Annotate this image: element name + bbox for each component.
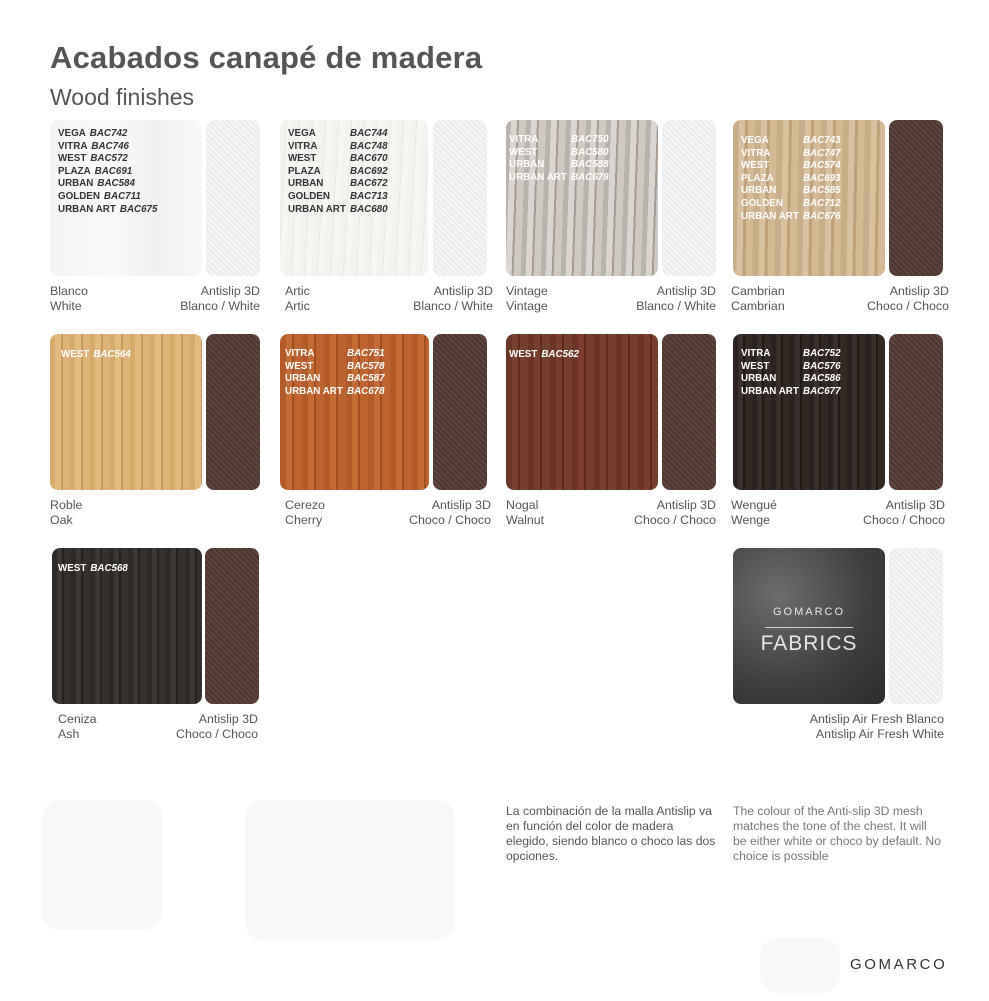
collection-name: WEST — [741, 360, 770, 372]
mesh-label: Antislip 3D Choco / Choco — [409, 498, 491, 527]
code-row — [58, 563, 196, 576]
product-code: BAC564 — [93, 349, 131, 360]
product-code: BAC742 — [89, 128, 128, 139]
collection-name: PLAZA — [741, 172, 774, 184]
wood-swatch — [733, 120, 885, 276]
collection-name: WEST — [61, 349, 90, 360]
finish-label: Wengué Wenge — [731, 498, 777, 527]
wood-swatch — [506, 334, 658, 490]
mesh-swatch — [662, 120, 716, 276]
collection-name: WEST — [288, 153, 317, 165]
collection-name: URBAN — [741, 373, 777, 385]
code-row — [58, 141, 196, 154]
product-code: BAC576 — [803, 360, 841, 372]
code-list — [509, 349, 652, 362]
code-row — [285, 361, 423, 374]
finish-label: Cambrian Cambrian — [731, 284, 785, 313]
collection-name: VEGA — [58, 128, 86, 139]
finish-label: Cerezo Cherry — [285, 498, 325, 527]
mesh-label: Antislip 3D Choco / Choco — [634, 498, 716, 527]
product-code: BAC691 — [94, 165, 133, 177]
collection-name: GOLDEN — [288, 190, 330, 202]
page-subtitle: Wood finishes — [50, 84, 195, 110]
product-code: BAC748 — [350, 140, 388, 152]
product-code: BAC692 — [350, 165, 388, 177]
collection-name: VITRA — [285, 348, 315, 359]
mesh-label: Antislip 3D Choco / Choco — [867, 284, 949, 313]
code-row — [741, 361, 879, 374]
finish-label: Nogal Walnut — [506, 498, 545, 527]
wood-swatch — [506, 120, 658, 276]
brand-logo: GOMARCO — [850, 956, 948, 973]
collection-name: WEST — [58, 563, 87, 574]
wood-swatch — [733, 334, 885, 490]
wood-swatch — [280, 120, 428, 276]
product-code: BAC562 — [541, 349, 579, 360]
product-code: BAC676 — [803, 210, 841, 222]
code-row — [741, 148, 879, 161]
code-list — [285, 348, 423, 398]
product-code: BAC572 — [90, 153, 128, 165]
collection-name: VITRA — [741, 348, 771, 359]
collection-name: URBAN ART — [741, 210, 799, 222]
code-row — [509, 147, 652, 160]
code-row — [58, 166, 196, 179]
product-code: BAC713 — [350, 190, 388, 202]
product-code: BAC578 — [347, 360, 385, 372]
finish-label: Artic Artic — [285, 284, 310, 313]
mesh-swatch — [206, 334, 260, 490]
product-code: BAC743 — [803, 135, 841, 146]
collection-name: URBAN — [288, 178, 324, 190]
collection-name: URBAN ART — [741, 385, 799, 397]
mesh-swatch — [662, 334, 716, 490]
collection-name: WEST — [285, 360, 314, 372]
collection-name: URBAN ART — [58, 203, 116, 215]
code-row — [58, 128, 196, 141]
finish-label: Ceniza Ash — [58, 712, 97, 741]
mesh-label: Antislip 3D Blanco / White — [636, 284, 716, 313]
code-row — [741, 373, 879, 386]
product-code: BAC751 — [347, 348, 385, 359]
background-smudge — [42, 800, 162, 930]
page-title: Acabados canapé de madera — [50, 40, 483, 75]
code-row — [509, 172, 652, 185]
code-row — [288, 204, 422, 217]
fabric-word-text: FABRICS — [760, 632, 858, 655]
product-code: BAC677 — [803, 385, 841, 397]
collection-name: PLAZA — [58, 165, 91, 177]
code-list — [288, 128, 422, 216]
mesh-label: Antislip 3D Choco / Choco — [176, 712, 258, 741]
code-list — [509, 134, 652, 184]
code-row — [58, 153, 196, 166]
code-row — [288, 178, 422, 191]
collection-name: URBAN ART — [509, 171, 567, 183]
note-english: The colour of the Anti-slip 3D mesh matches the tone of the chest. It will be either white or choco by default. No choice is possible — [733, 804, 941, 863]
code-row — [741, 185, 879, 198]
code-row — [741, 198, 879, 211]
mesh-label: Antislip 3D Blanco / White — [180, 284, 260, 313]
mesh-label: Antislip 3D Blanco / White — [413, 284, 493, 313]
collection-name: WEST — [741, 160, 770, 172]
product-code: BAC675 — [119, 203, 158, 215]
fabric-brand-text: GOMARCO — [772, 606, 846, 618]
finish-label: Blanco White — [50, 284, 88, 313]
product-code: BAC680 — [350, 203, 388, 215]
product-code: BAC586 — [803, 373, 841, 385]
code-row — [58, 191, 196, 204]
code-row — [288, 141, 422, 154]
mesh-swatch — [889, 120, 943, 276]
wood-swatch — [52, 548, 202, 704]
product-code: BAC746 — [91, 140, 129, 152]
collection-name: WEST — [509, 146, 538, 158]
code-list — [58, 563, 196, 576]
code-row — [58, 178, 196, 191]
product-code: BAC679 — [571, 171, 609, 183]
code-row — [741, 160, 879, 173]
code-row — [285, 386, 423, 399]
code-row — [288, 166, 422, 179]
code-list — [61, 349, 196, 362]
collection-name: VITRA — [741, 147, 771, 159]
product-code: BAC711 — [103, 190, 141, 202]
code-list — [741, 135, 879, 223]
mesh-swatch — [433, 120, 487, 276]
code-row — [288, 191, 422, 204]
product-code: BAC747 — [803, 147, 841, 159]
collection-name: VEGA — [288, 128, 316, 139]
wood-swatch — [50, 120, 202, 276]
product-code: BAC670 — [350, 153, 388, 165]
finish-label: Roble Oak — [50, 498, 83, 527]
code-row — [61, 349, 196, 362]
product-code: BAC744 — [350, 128, 388, 139]
product-code: BAC712 — [803, 197, 841, 209]
code-row — [58, 204, 196, 217]
code-row — [741, 386, 879, 399]
product-code: BAC678 — [347, 385, 385, 397]
collection-name: URBAN — [58, 178, 94, 190]
code-row — [285, 373, 423, 386]
fabric-swatch — [733, 548, 885, 704]
collection-name: WEST — [509, 349, 538, 360]
background-smudge — [245, 800, 455, 940]
code-row — [288, 153, 422, 166]
mesh-swatch — [205, 548, 259, 704]
code-row — [509, 349, 652, 362]
code-list — [58, 128, 196, 216]
product-code: BAC750 — [571, 134, 609, 145]
code-row — [288, 128, 422, 141]
collection-name: URBAN — [285, 373, 321, 385]
code-row — [509, 134, 652, 147]
background-smudge — [760, 938, 840, 993]
product-code: BAC587 — [347, 373, 385, 385]
collection-name: URBAN ART — [288, 203, 346, 215]
finish-label: Vintage Vintage — [506, 284, 548, 313]
code-list — [741, 348, 879, 398]
product-code: BAC568 — [90, 563, 128, 574]
collection-name: URBAN — [741, 185, 777, 197]
collection-name: GOLDEN — [741, 197, 783, 209]
collection-name: URBAN — [509, 159, 545, 171]
mesh-swatch — [889, 334, 943, 490]
wood-swatch — [280, 334, 429, 490]
code-row — [741, 348, 879, 361]
product-code: BAC580 — [571, 146, 609, 158]
code-row — [509, 159, 652, 172]
code-row — [741, 211, 879, 224]
product-code: BAC584 — [97, 178, 135, 190]
collection-name: WEST — [58, 153, 87, 165]
collection-name: VITRA — [58, 140, 88, 152]
collection-name: PLAZA — [288, 165, 321, 177]
code-row — [741, 135, 879, 148]
product-code: BAC588 — [571, 159, 609, 171]
product-code: BAC672 — [350, 178, 388, 190]
mesh-swatch — [889, 548, 943, 704]
collection-name: GOLDEN — [58, 190, 100, 202]
product-code: BAC574 — [803, 160, 841, 172]
mesh-swatch — [433, 334, 487, 490]
collection-name: VITRA — [288, 140, 318, 152]
code-row — [285, 348, 423, 361]
mesh-swatch — [206, 120, 260, 276]
collection-name: URBAN ART — [285, 385, 343, 397]
collection-name: VITRA — [509, 134, 539, 145]
collection-name: VEGA — [741, 135, 769, 146]
fabric-label: Antislip Air Fresh Blanco Antislip Air Fresh White — [809, 712, 944, 741]
product-code: BAC752 — [803, 348, 841, 359]
note-spanish: La combinación de la malla Antislip va en función del color de madera elegido, siendo blanco o choco las dos opciones. — [506, 804, 716, 863]
wood-swatch — [50, 334, 202, 490]
code-row — [741, 173, 879, 186]
fabric-divider — [765, 627, 853, 628]
mesh-label: Antislip 3D Choco / Choco — [863, 498, 945, 527]
product-code: BAC585 — [803, 185, 841, 197]
product-code: BAC693 — [803, 172, 841, 184]
